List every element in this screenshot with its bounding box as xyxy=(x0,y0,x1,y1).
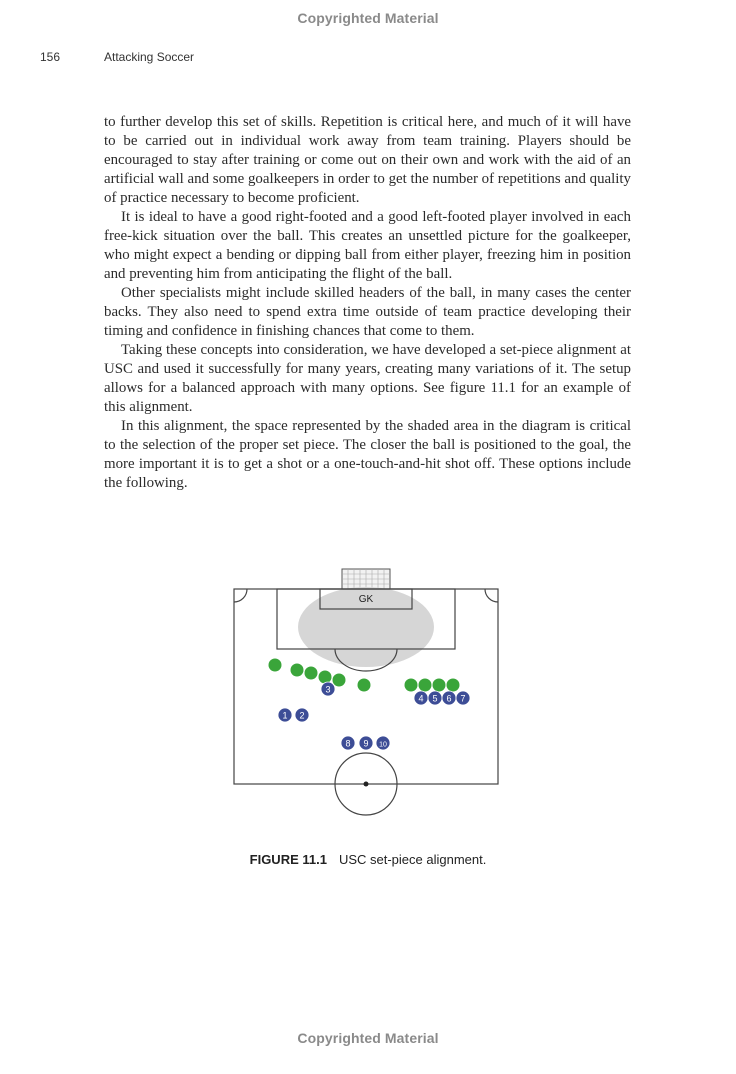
copyright-watermark-bottom: Copyrighted Material xyxy=(297,1030,439,1046)
figure-caption xyxy=(0,852,736,867)
attacker-number: 3 xyxy=(325,684,331,695)
page-number: 156 xyxy=(40,50,61,64)
defender-marker xyxy=(405,679,418,692)
defender-marker xyxy=(433,679,446,692)
attacker-marker xyxy=(359,736,373,750)
attacker-marker xyxy=(442,691,456,705)
center-spot xyxy=(364,782,369,787)
attacker-marker xyxy=(341,736,355,750)
attacker-marker xyxy=(278,708,292,722)
defender-marker xyxy=(358,679,371,692)
copyright-watermark-top: Copyrighted Material xyxy=(297,10,439,26)
paragraph-5: In this alignment, the space represented by the shaded area in the diagram is critical to the selection of the proper set piece. The closer the ball is positioned to the goal, the more important it is to get a shot or a one-touch-and-hit shot off. These options include the following. xyxy=(104,418,631,491)
paragraph-4: Taking these concepts into consideration, we have developed a set-piece alignment at USC and used it successfully for many years, creating many variations of it. The setup allows for a balanced approach with many options. See figure 11.1 for an example of this alignment. xyxy=(104,342,631,415)
paragraph-3: Other specialists might include skilled headers of the ball, in many cases the center backs. They also need to spend extra time outside of team practice developing their timing and confidence in finishing chances that come to them. xyxy=(104,285,631,339)
attacker-number: 10 xyxy=(379,741,387,749)
defender-marker xyxy=(319,671,332,684)
attacker-number: 9 xyxy=(363,738,369,749)
attacker-number: 6 xyxy=(446,693,452,704)
attacker-marker xyxy=(414,691,428,705)
defender-marker xyxy=(419,679,432,692)
attacker-number: 4 xyxy=(418,693,424,704)
attacker-number: 1 xyxy=(282,710,288,721)
gk-label: GK xyxy=(358,594,374,605)
goal-net xyxy=(342,569,390,589)
attacker-marker xyxy=(295,708,309,722)
body-text xyxy=(104,113,631,493)
set-piece-diagram xyxy=(225,565,507,827)
defender-marker xyxy=(333,674,346,687)
pitch-diagram xyxy=(225,565,507,827)
paragraph-1: to further develop this set of skills. Repetition is critical here, and much of it will have to be carried out in individual work away from team training. Players should be encouraged to stay after training or come out on their own and work with the aid of an artificial wall and some goalkeepers in order to get the number of repetitions and quality of practice necessary to become proficient. xyxy=(104,114,631,206)
caption-text: USC set-piece alignment. xyxy=(338,852,487,867)
attacker-marker xyxy=(428,691,442,705)
attacker-number: 2 xyxy=(299,710,305,721)
figure-label: FIGURE 11.1 xyxy=(249,852,327,867)
attacker-marker xyxy=(376,736,390,750)
attacker-group xyxy=(278,682,470,750)
attacker-number: 8 xyxy=(345,738,351,749)
attacker-number: 7 xyxy=(460,693,466,704)
defender-marker xyxy=(447,679,460,692)
attacker-number: 5 xyxy=(432,693,438,704)
paragraph-2: It is ideal to have a good right-footed and a good left-footed player involved in each free-kick situation over the ball. This creates an unsettled picture for the goalkeeper, who might expect a bending or dipping ball from either player, freezing him in position and preventing him from anticipating the flight of the ball. xyxy=(104,209,631,282)
defender-marker xyxy=(269,659,282,672)
running-title: Attacking Soccer xyxy=(104,50,195,64)
defender-marker xyxy=(305,667,318,680)
attacker-marker xyxy=(456,691,470,705)
attacker-marker xyxy=(321,682,335,696)
defender-marker xyxy=(291,664,304,677)
